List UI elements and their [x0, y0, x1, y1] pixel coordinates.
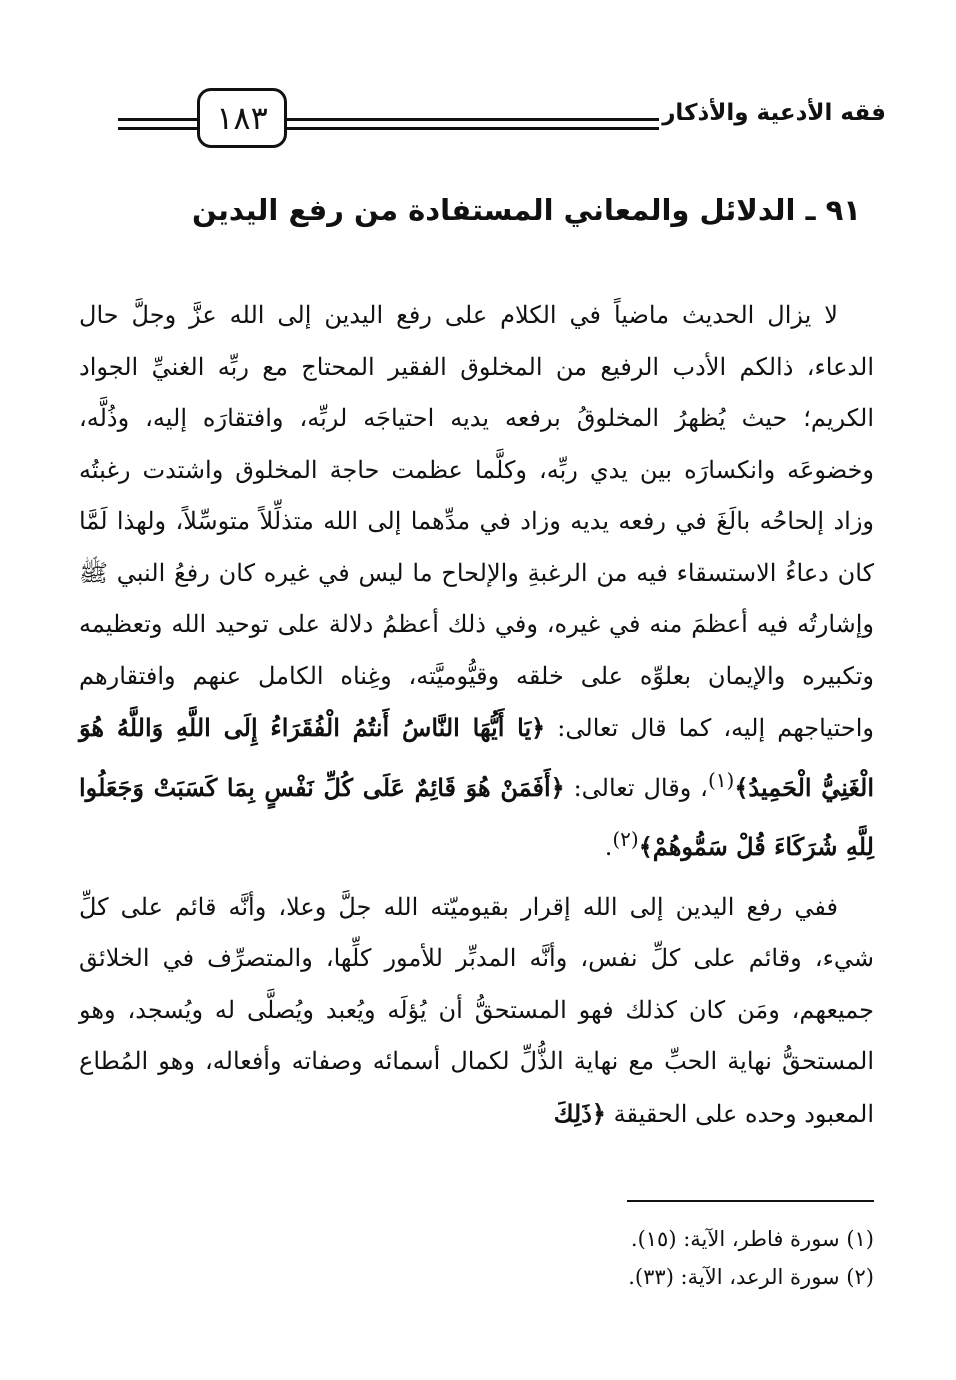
- footnote-ref-1: (١): [707, 767, 735, 792]
- quran-verse-1: ﴿يَا أَيُّهَا النَّاسُ أَنتُمُ الْفُقَرَاءُ إِلَى اللَّهِ وَاللَّهُ هُوَ الْغَنِيُّ الْحَمِيدُ﴾: [79, 713, 874, 802]
- paragraph-2-text: ففي رفع اليدين إلى الله إقرار بقيوميّته الله جلَّ وعلا، وأنَّه قائم على كلِّ شيء، وقائم على كلِّ نفس، وأنَّه المدبِّر للأمور كلِّها، والمتصرِّف في الخلائق جميعهم، ومَن كان كذلك فهو المستحقُّ أن يُؤلَه ويُعبد ويُصلَّى له ويُسجد، وهو المستحقُّ نهاية الحبِّ مع نهاية الذُّلِّ لكمال أسمائه وصفاته وأفعاله، وهو المُطاع المعبود وحده على الحقيقة: [79, 892, 874, 1128]
- paragraph-1: [79, 290, 874, 874]
- paragraph-1-text-b: ، وقال تعالى:: [564, 773, 708, 802]
- page-number: ١٨٣: [197, 88, 287, 148]
- section-title: ٩١ ـ الدلائل والمعاني المستفادة من رفع اليدين: [191, 193, 861, 227]
- paragraph-2: [79, 882, 874, 1141]
- footnote-ref-2: (٢): [612, 827, 639, 851]
- header-rule-left: [118, 118, 197, 130]
- footnote-2: (٢) سورة الرعد، الآية: (٣٣).: [628, 1265, 874, 1289]
- main-text: [79, 290, 874, 1140]
- quran-verse-2: ﴿أَفَمَنْ هُوَ قَائِمٌ عَلَى كُلِّ نَفْسٍ بِمَا كَسَبَتْ وَجَعَلُوا لِلَّهِ شُرَكَاءَ قُلْ سَمُّوهُمْ﴾: [79, 772, 874, 861]
- footnote-1: (١) سورة فاطر، الآية: (١٥).: [630, 1227, 874, 1251]
- header-rule-right: [287, 118, 659, 130]
- paragraph-1-end: .: [604, 833, 613, 861]
- footnote-separator: [627, 1200, 874, 1202]
- quran-verse-3: ﴿ذَلِكَ: [553, 1098, 606, 1128]
- running-head-title: فقه الأدعية والأذكار: [662, 100, 886, 126]
- paragraph-1-text: لا يزال الحديث ماضياً في الكلام على رفع اليدين إلى الله عزَّ وجلَّ حال الدعاء، ذالكم الأدب الرفيع من المخلوق الفقير المحتاج مع ربِّه الغنيِّ الجواد الكريم؛ حيث يُظهرُ المخلوقُ برفعه يديه احتياجَه لربِّه، وافتقارَه إليه، وذُلَّه، وخضوعَه وانكسارَه بين يدي ربِّه، وكلَّما عظمت حاجة المخلوق واشتدت رغبتُه وزاد إلحاحُه بالَغَ في رفعه يديه وزاد في مدِّهما إلى الله متذلِّلاً متوسِّلاً، ولهذا لَمَّا كان دعاءُ الاستسقاء فيه من الرغبةِ والإلحاح ما ليس في غيره كان رفعُ النبي ﷺ وإشارتُه فيه أعظمَ منه في غيره، وفي ذلك أعظمُ دلالة على توحيد الله وتعظيمه وتكبيره والإيمان بعلوِّه على خلقه وقيُّوميَّته، وغِناه الكامل عنهم وافتقارهم واحتياجهم إليه، كما قال تعالى:: [79, 301, 874, 742]
- footnotes: [274, 1220, 874, 1296]
